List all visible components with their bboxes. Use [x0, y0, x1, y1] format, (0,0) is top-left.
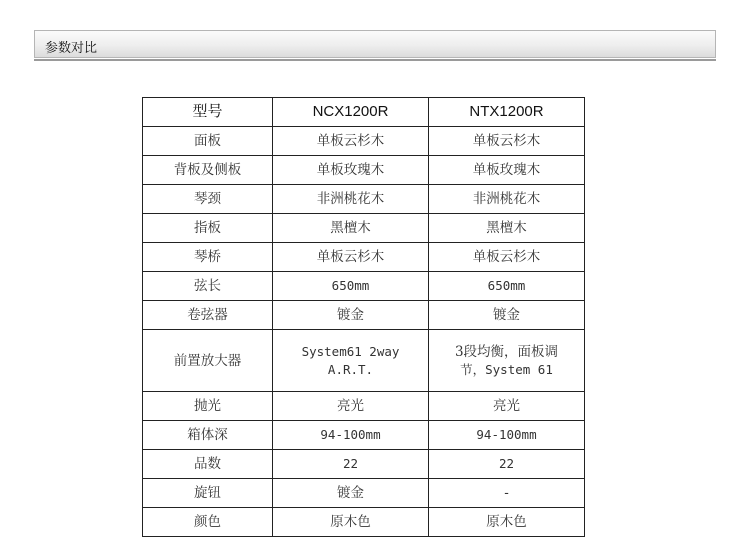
cell-ncx: 亮光 — [273, 392, 429, 421]
column-header-model: 型号 — [143, 98, 273, 127]
table-header-row — [143, 98, 585, 127]
cell-ntx: 单板云杉木 — [429, 243, 585, 272]
row-label: 箱体深 — [143, 421, 273, 450]
cell-ntx: 亮光 — [429, 392, 585, 421]
section-header-bar — [34, 30, 716, 58]
cell-ntx: 单板玫瑰木 — [429, 156, 585, 185]
row-label: 品数 — [143, 450, 273, 479]
cell-ncx: 22 — [273, 450, 429, 479]
row-label: 抛光 — [143, 392, 273, 421]
column-header-ncx1200r: NCX1200R — [273, 98, 429, 127]
table-row — [143, 272, 585, 301]
table-row — [143, 301, 585, 330]
cell-ncx: 原木色 — [273, 508, 429, 537]
cell-ntx-line1: 3段均衡，面板调 — [454, 343, 559, 360]
cell-ntx: 单板云杉木 — [429, 127, 585, 156]
row-label: 面板 — [143, 127, 273, 156]
table-row — [143, 185, 585, 214]
table-row — [143, 479, 585, 508]
table-row — [143, 508, 585, 537]
row-label: 弦长 — [143, 272, 273, 301]
cell-ntx: 镀金 — [429, 301, 585, 330]
cell-ntx — [429, 330, 585, 392]
table-row — [143, 421, 585, 450]
cell-ncx: 单板玫瑰木 — [273, 156, 429, 185]
table-row — [143, 450, 585, 479]
cell-ncx: 94-100mm — [273, 421, 429, 450]
cell-ntx: 650mm — [429, 272, 585, 301]
row-label: 琴桥 — [143, 243, 273, 272]
spec-comparison-table — [142, 97, 585, 537]
row-label: 颜色 — [143, 508, 273, 537]
table-row — [143, 156, 585, 185]
cell-ncx: 单板云杉木 — [273, 243, 429, 272]
cell-ncx-line2: A.R.T. — [327, 361, 374, 377]
row-label: 旋钮 — [143, 479, 273, 508]
cell-ntx: 22 — [429, 450, 585, 479]
row-label: 卷弦器 — [143, 301, 273, 330]
table-row — [143, 392, 585, 421]
row-label: 背板及侧板 — [143, 156, 273, 185]
cell-ncx — [273, 330, 429, 392]
cell-ntx: - — [429, 479, 585, 508]
column-header-ntx1200r: NTX1200R — [429, 98, 585, 127]
cell-ncx-line1: System61 2way — [301, 343, 400, 359]
row-label: 琴颈 — [143, 185, 273, 214]
header-underline — [34, 59, 716, 61]
cell-ntx: 原木色 — [429, 508, 585, 537]
table-row — [143, 214, 585, 243]
table-row — [143, 330, 585, 392]
cell-ncx: 非洲桃花木 — [273, 185, 429, 214]
table-row — [143, 127, 585, 156]
cell-ntx-line2: 节，System 61 — [460, 361, 553, 377]
cell-ncx: 650mm — [273, 272, 429, 301]
cell-ncx: 单板云杉木 — [273, 127, 429, 156]
table-row — [143, 243, 585, 272]
row-label: 指板 — [143, 214, 273, 243]
row-label: 前置放大器 — [143, 330, 273, 392]
cell-ntx: 黑檀木 — [429, 214, 585, 243]
section-title: 参数对比 — [45, 41, 98, 56]
cell-ncx: 黑檀木 — [273, 214, 429, 243]
cell-ncx: 镀金 — [273, 301, 429, 330]
cell-ncx: 镀金 — [273, 479, 429, 508]
cell-ntx: 非洲桃花木 — [429, 185, 585, 214]
cell-ntx: 94-100mm — [429, 421, 585, 450]
